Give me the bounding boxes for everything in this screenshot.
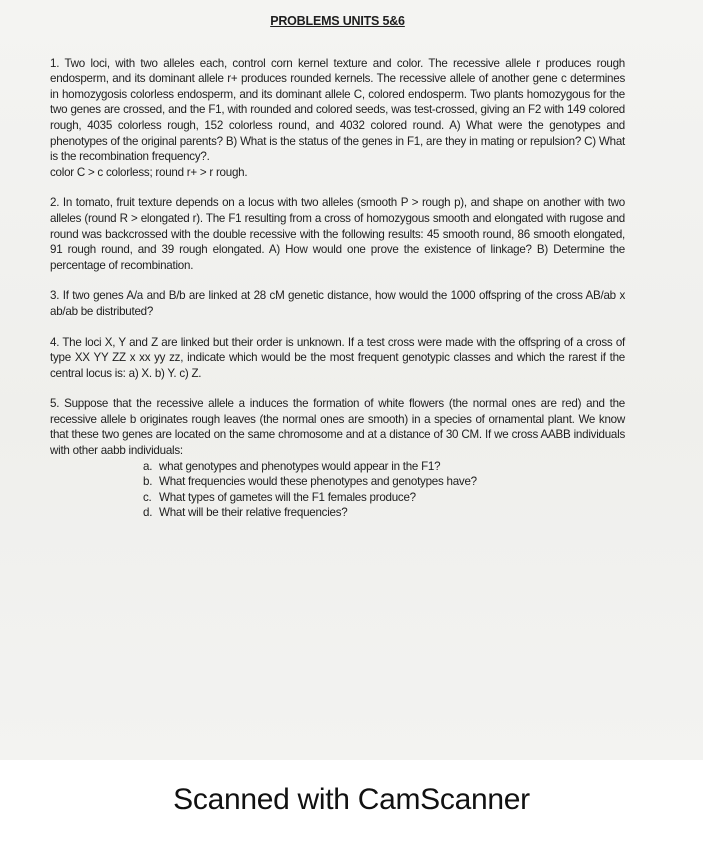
problem-5-subquestions bbox=[50, 459, 625, 521]
subquestion-d bbox=[143, 505, 625, 521]
problem-4 bbox=[50, 335, 625, 382]
page-title: PROBLEMS UNITS 5&6 bbox=[270, 14, 405, 28]
camscanner-watermark: Scanned with CamScanner bbox=[173, 783, 530, 816]
subquestion-c bbox=[143, 490, 625, 506]
subquestion-marker: d. bbox=[143, 506, 153, 520]
problem-5 bbox=[50, 396, 625, 521]
problem-3 bbox=[50, 288, 625, 319]
subquestion-text: what genotypes and phenotypes would appear in the F1? bbox=[159, 459, 441, 473]
problem-sheet bbox=[50, 14, 625, 536]
subquestion-text: What types of gametes will the F1 females produce? bbox=[159, 490, 416, 504]
problem-4-text: 4. The loci X, Y and Z are linked but their order is unknown. If a test cross were made with the offspring of a cross of type XX YY ZZ x xx yy zz, indicate which would be the most frequent genotypic classes and which the rarest if the central locus is: a) X. b) Y. c) Z. bbox=[50, 335, 625, 380]
problem-1-text: 1. Two loci, with two alleles each, control corn kernel texture and color. The recessive allele r produces rough endosperm, and its dominant allele r+ produces rounded kernels. The recessive allele of another gene c determines in homozygosis colorless endosperm, and its dominant allele C, colored endosperm. Two plants homozygous for the two genes are crossed, and the F1, with rounded and colored seeds, was test-crossed, giving an F2 with 149 colored rough, 4035 colorless rough, 152 colorless round, and 4032 colored round. A) What were the genotypes and phenotypes of the original parents? B) What is the status of the genes in F1, are they in mating or repulsion? C) What is the recombination frequency?. bbox=[50, 56, 625, 164]
subquestion-text: What will be their relative frequencies? bbox=[159, 506, 348, 520]
subquestion-a bbox=[143, 459, 625, 475]
problem-3-text: 3. If two genes A/a and B/b are linked at 28 cM genetic distance, how would the 1000 offspring of the cross AB/ab x ab/ab be distributed? bbox=[50, 289, 625, 318]
subquestion-marker: c. bbox=[143, 490, 152, 504]
problem-1 bbox=[50, 56, 625, 181]
problem-1-note: color C > c colorless; round r+ > r rough. bbox=[50, 165, 248, 179]
subquestion-b bbox=[143, 474, 625, 490]
problem-2-text: 2. In tomato, fruit texture depends on a locus with two alleles (smooth P > rough p), and shape on another with two alleles (round R > elongated r). The F1 resulting from a cross of homozygous smooth and elongated with rugose and round was backcrossed with the double recessive with the following results: 45 smooth round, 86 smooth elongated, 91 rough round, and 39 rough elongated. A) How would one prove the existence of linkage? B) Determine the percentage of recombination. bbox=[50, 196, 625, 272]
problem-5-text: 5. Suppose that the recessive allele a induces the formation of white flowers (the normal ones are red) and the recessive allele b originates rough leaves (the normal ones are smooth) in a species of ornamental plant. We know that these two genes are located on the same chromosome and at a distance of 30 CM. If we cross AABB individuals with other aabb individuals: bbox=[50, 397, 625, 458]
subquestion-marker: b. bbox=[143, 475, 153, 489]
problem-2 bbox=[50, 195, 625, 273]
subquestion-marker: a. bbox=[143, 459, 153, 473]
subquestion-text: What frequencies would these phenotypes and genotypes have? bbox=[159, 475, 477, 489]
